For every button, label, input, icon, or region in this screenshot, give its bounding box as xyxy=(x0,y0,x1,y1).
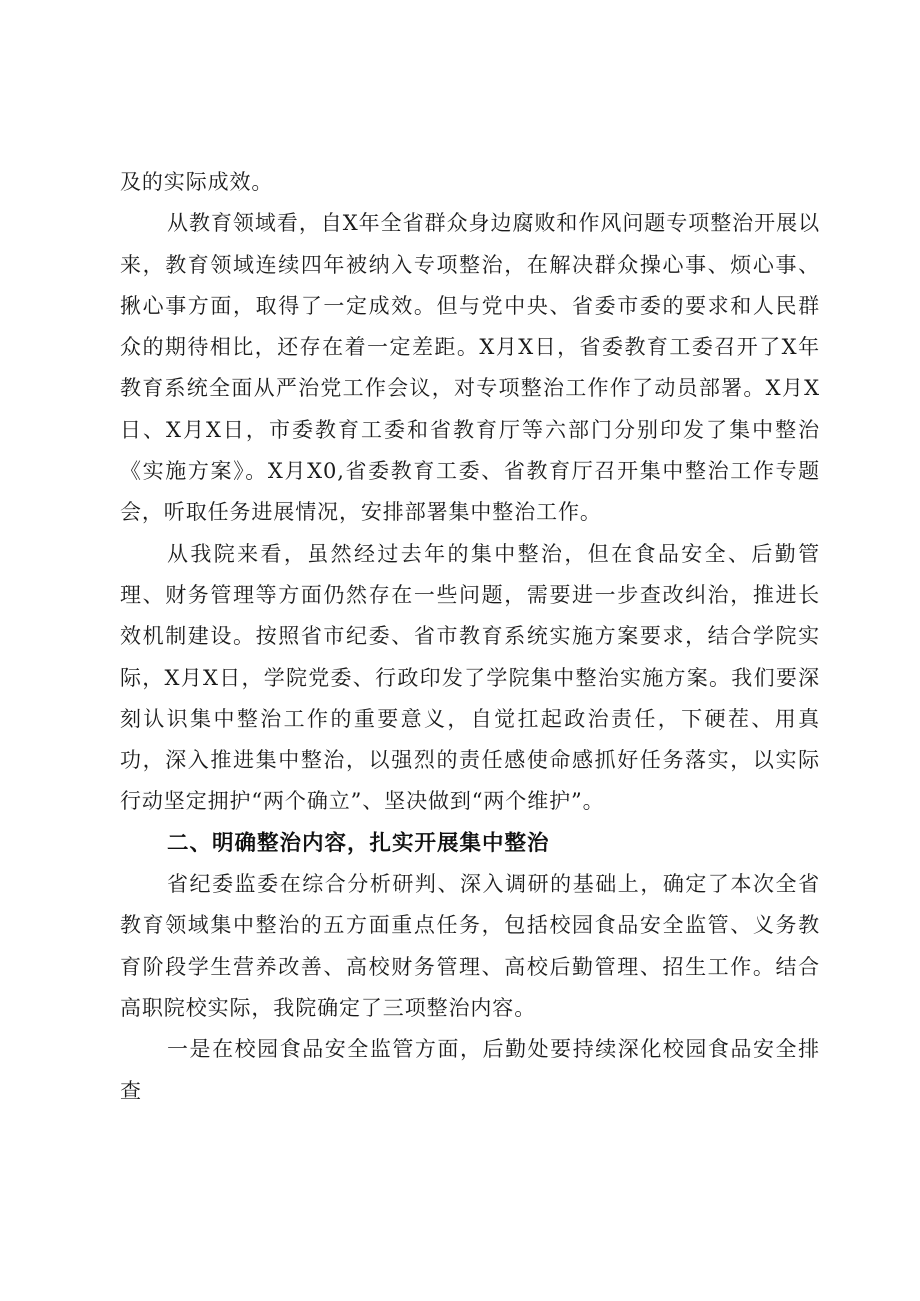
document-page xyxy=(120,162,820,1112)
paragraph-education-field: 从教育领域看，自X年全省群众身边腐败和作风问题专项整治开展以来，教育领域连续四年被纳入专项整治，在解决群众操心事、烦心事、揪心事方面，取得了一定成效。但与党中央、省委市委的要求和人民群众的期待相比，还存在着一定差距。X月X日，省委教育工委召开了X年教育系统全面从严治党工作会议，对专项整治工作作了动员部署。X月X日、X月X日，市委教育工委和省教育厅等六部门分别印发了集中整治《实施方案》。X月X0,省委教育工委、省教育厅召开集中整治工作专题会，听取任务进展情况，安排部署集中整治工作。 xyxy=(120,211,820,525)
paragraph-our-college: 从我院来看，虽然经过去年的集中整治，但在食品安全、后勤管理、财务管理等方面仍然存在一些问题，需要进一步查改纠治，推进长效机制建设。按照省市纪委、省市教育系统实施方案要求，结合学院实际，X月X日，学院党委、行政印发了学院集中整治实施方案。我们要深刻认识集中整治工作的重要意义，自觉扛起政治责任，下硬茬、用真功，深入推进集中整治，以强烈的责任感使命感抓好任务落实，以实际行动坚定拥护“两个确立”、坚决做到“两个维护”。 xyxy=(120,541,820,814)
paragraph-food-safety: 一是在校园食品安全监管方面，后勤处要持续深化校园食品安全排查 xyxy=(120,1037,820,1103)
paragraph-continuation: 及的实际成效。 xyxy=(120,170,274,194)
section-heading-2: 二、明确整治内容，扎实开展集中整治 xyxy=(167,830,550,856)
paragraph-key-tasks: 省纪委监委在综合分析研判、深入调研的基础上，确定了本次全省教育领域集中整治的五方面重点任务，包括校园食品安全监管、义务教育阶段学生营养改善、高校财务管理、高校后勤管理、招生工作。结合高职院校实际，我院确定了三项整治内容。 xyxy=(120,872,820,1020)
